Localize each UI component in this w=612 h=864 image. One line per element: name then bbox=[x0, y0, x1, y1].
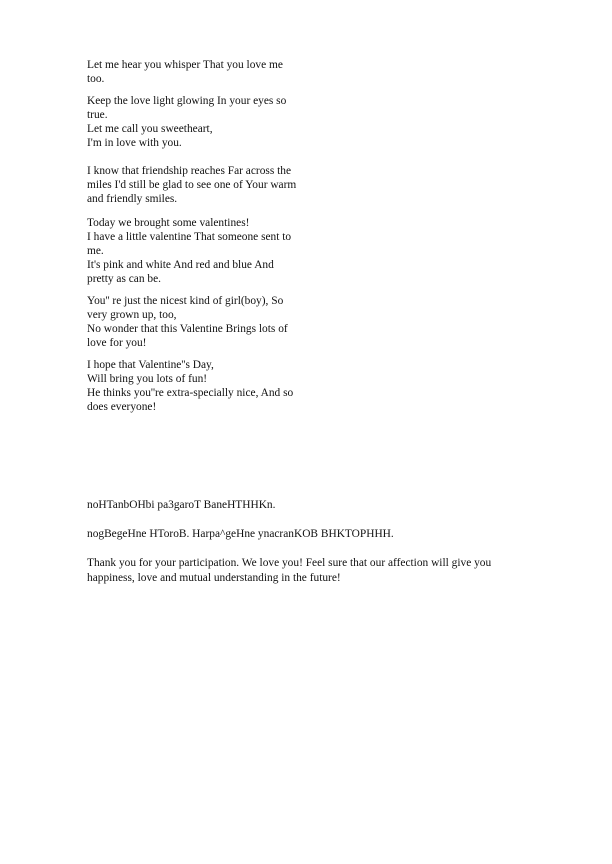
stanza-4 bbox=[87, 216, 297, 286]
poem-line: I have a little valentine That someone sent to me. bbox=[87, 231, 292, 257]
poem bbox=[87, 58, 297, 422]
poem-line: It's pink and white And red and blue And pretty as can be. bbox=[87, 259, 274, 285]
poem-line: I know that friendship reaches Far across the miles I'd still be glad to see one of Your warm and friendly smiles. bbox=[87, 165, 297, 205]
footer-line-2: nogBegeHne HToroB. Harpa^geHne ynacranKOB BHKTOPHHH. bbox=[87, 528, 394, 540]
poem-line: No wonder that this Valentine Brings lots of love for you! bbox=[87, 323, 288, 349]
footer-line-1: noHTanbOHbi pa3garoT BaneHTHHKn. bbox=[87, 499, 276, 511]
stanza-5 bbox=[87, 294, 297, 350]
stanza-1 bbox=[87, 58, 297, 86]
footer-section bbox=[87, 498, 507, 600]
stanza-3 bbox=[87, 164, 297, 206]
stanza-2 bbox=[87, 94, 297, 150]
poem-line: Will bring you lots of fun! bbox=[87, 373, 208, 385]
poem-line: Today we brought some valentines! bbox=[87, 217, 250, 229]
poem-line: Keep the love light glowing In your eyes so true. bbox=[87, 95, 287, 121]
thanks-paragraph: Thank you for your participation. We love you! Feel sure that our affection will give you happiness, love and mutual understanding in the future! bbox=[87, 557, 492, 584]
poem-line: I'm in love with you. bbox=[87, 137, 182, 149]
poem-line: Let me hear you whisper That you love me too. bbox=[87, 59, 283, 85]
poem-line: Let me call you sweetheart, bbox=[87, 123, 213, 135]
poem-line: He thinks you''re extra-specially nice, And so does everyone! bbox=[87, 387, 294, 413]
poem-line: I hope that Valentine''s Day, bbox=[87, 359, 214, 371]
stanza-6 bbox=[87, 358, 297, 414]
poem-line: You'' re just the nicest kind of girl(boy), So very grown up, too, bbox=[87, 295, 284, 321]
